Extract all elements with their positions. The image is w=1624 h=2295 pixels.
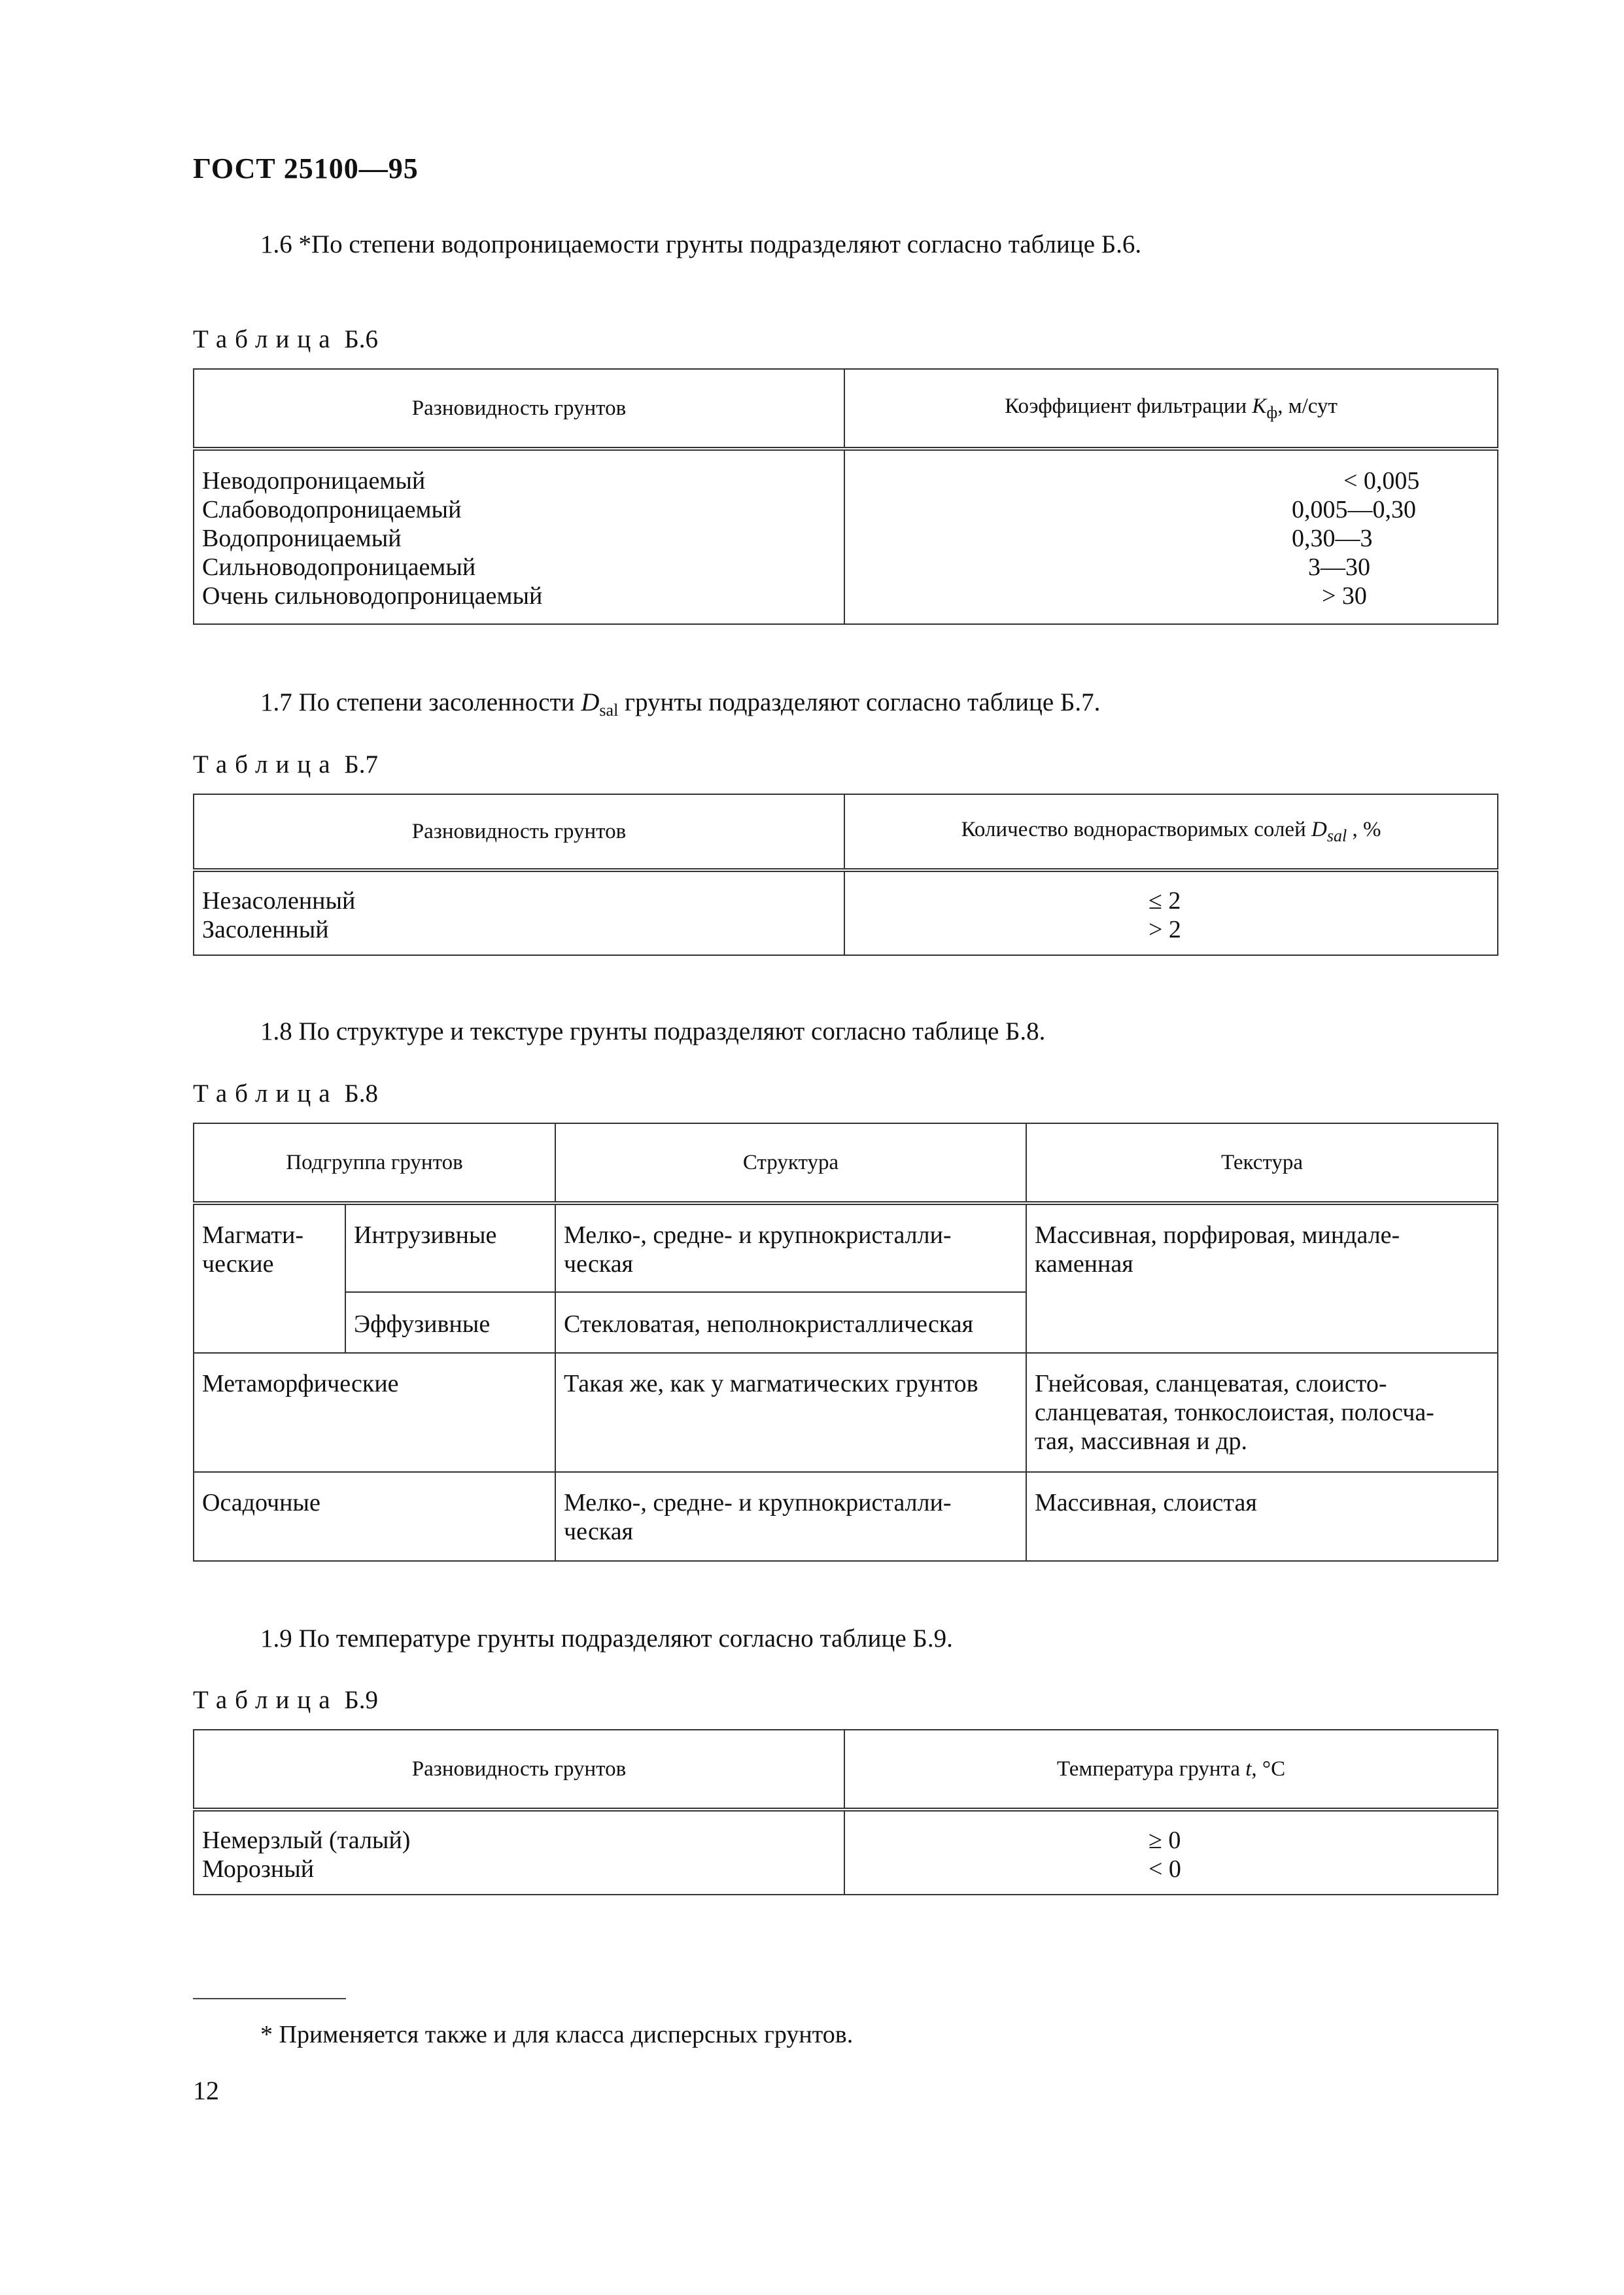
table-caption-word: Таблица (193, 1686, 338, 1714)
table-row-name: Водопроницаемый (202, 525, 402, 552)
salinity-subscript: sal (1326, 826, 1347, 845)
table-b9-caption (193, 1686, 378, 1715)
table-b8-header-structure: Структура (555, 1123, 1026, 1203)
table-row-value: > 2 (1149, 916, 1181, 943)
header-text: Количество воднорастворимых солей (961, 817, 1311, 841)
salinity-subscript: sal (599, 701, 619, 720)
table-row-name: Слабоводопроницаемый (202, 496, 462, 523)
table-row-value: 0,30—3 (1292, 525, 1373, 552)
table-b9-names (194, 1810, 844, 1895)
intrusive-structure-cell: Мелко-, средне- и крупнокристалли- ческая (555, 1203, 1026, 1292)
table-row-name: Сильноводопроницаемый (202, 553, 476, 581)
table-row-name: Засоленный (202, 916, 329, 943)
table-row-value: > 30 (1322, 582, 1367, 610)
table-caption-number: Б.6 (344, 325, 378, 353)
intrusive-name-cell: Интрузивные (345, 1203, 555, 1292)
table-row-value: 0,005—0,30 (1292, 496, 1416, 523)
section-1-7-text (260, 688, 1100, 725)
section-text: 1.7 По степени засоленности (260, 688, 581, 716)
table-b9-header-temperature (844, 1730, 1498, 1810)
metamorphic-texture-cell: Гнейсовая, сланцеватая, слоисто- сланцеватая, тонкослоистая, полосча- тая, массивная и др. (1026, 1353, 1498, 1472)
section-1-9-text: 1.9 По температуре грунты подразделяют согласно таблице Б.9. (260, 1624, 953, 1653)
metamorphic-structure-cell: Такая же, как у магматических грунтов (555, 1353, 1026, 1472)
coef-subscript: ф (1266, 402, 1278, 422)
header-unit: , % (1347, 817, 1381, 841)
page-number: 12 (193, 2076, 219, 2105)
sedimentary-name-cell: Осадочные (194, 1472, 555, 1561)
table-caption-number: Б.9 (344, 1686, 378, 1714)
sedimentary-structure-cell: Мелко-, средне- и крупнокристалли- ческая (555, 1472, 1026, 1561)
table-b9 (193, 1729, 1498, 1895)
sedimentary-texture-cell: Массивная, слоистая (1026, 1472, 1498, 1561)
table-b6-names (194, 449, 844, 624)
table-row-value: < 0,005 (1343, 467, 1420, 495)
magmatic-texture-cell: Массивная, порфировая, миндале- каменная (1026, 1203, 1498, 1353)
table-caption-number: Б.8 (344, 1079, 378, 1108)
section-text: грунты подразделяют согласно таблице Б.7. (618, 688, 1101, 716)
table-caption-number: Б.7 (344, 750, 378, 779)
header-text: Коэффициент фильтрации (1005, 394, 1253, 418)
header-unit: , °C (1251, 1757, 1286, 1781)
table-b6-caption (193, 325, 378, 354)
salinity-symbol: D (1311, 817, 1327, 841)
header-unit: , м/сут (1277, 394, 1338, 418)
table-b8-caption (193, 1079, 378, 1108)
table-row-value: 3—30 (1308, 553, 1370, 581)
table-caption-word: Таблица (193, 325, 338, 353)
table-b6-values (844, 449, 1498, 624)
table-b8-header-subgroup: Подгруппа грунтов (194, 1123, 555, 1203)
table-row-name: Немерзлый (талый) (202, 1827, 411, 1854)
table-b7-values (844, 870, 1498, 955)
salinity-symbol: D (581, 688, 600, 716)
header-text: Температура грунта (1056, 1757, 1246, 1781)
table-b6-header-variety: Разновидность грунтов (194, 369, 844, 449)
effusive-structure-cell: Стекловатая, неполнокристаллическая (555, 1292, 1026, 1353)
table-b6 (193, 368, 1498, 625)
section-1-8-text: 1.8 По структуре и текстуре грунты подразделяют согласно таблице Б.8. (260, 1017, 1046, 1045)
table-row-value: ≥ 0 (1149, 1827, 1181, 1854)
table-row-name: Незасоленный (202, 887, 356, 915)
table-b8-header-texture: Текстура (1026, 1123, 1498, 1203)
footnote-text: * Применяется также и для класса дисперсных грунтов. (260, 2021, 854, 2048)
table-row-name: Неводопроницаемый (202, 467, 426, 495)
table-row-value: < 0 (1149, 1855, 1181, 1883)
table-row-name: Очень сильноводопроницаемый (202, 582, 543, 610)
magmatic-group-cell: Магмати- ческие (194, 1203, 345, 1353)
section-1-6-text: 1.6 *По степени водопроницаемости грунты подразделяют согласно таблице Б.6. (260, 230, 1142, 258)
table-b7 (193, 794, 1498, 956)
document-header: ГОСТ 25100—95 (193, 152, 419, 184)
table-caption-word: Таблица (193, 750, 338, 779)
table-b7-caption (193, 750, 378, 779)
table-b7-names (194, 870, 844, 955)
table-row-value: ≤ 2 (1149, 887, 1181, 915)
table-row-name: Морозный (202, 1855, 315, 1883)
table-b7-header-variety: Разновидность грунтов (194, 794, 844, 870)
coef-symbol: K (1252, 394, 1267, 418)
table-b9-header-variety: Разновидность грунтов (194, 1730, 844, 1810)
table-caption-word: Таблица (193, 1079, 338, 1108)
effusive-name-cell: Эффузивные (345, 1292, 555, 1353)
table-b8 (193, 1123, 1498, 1562)
metamorphic-name-cell: Метаморфические (194, 1353, 555, 1472)
table-b6-header-filtration (844, 369, 1498, 449)
table-b9-values (844, 1810, 1498, 1895)
footnote-divider (193, 1998, 346, 1999)
temperature-symbol: t (1245, 1757, 1252, 1781)
table-b7-header-salts (844, 794, 1498, 870)
